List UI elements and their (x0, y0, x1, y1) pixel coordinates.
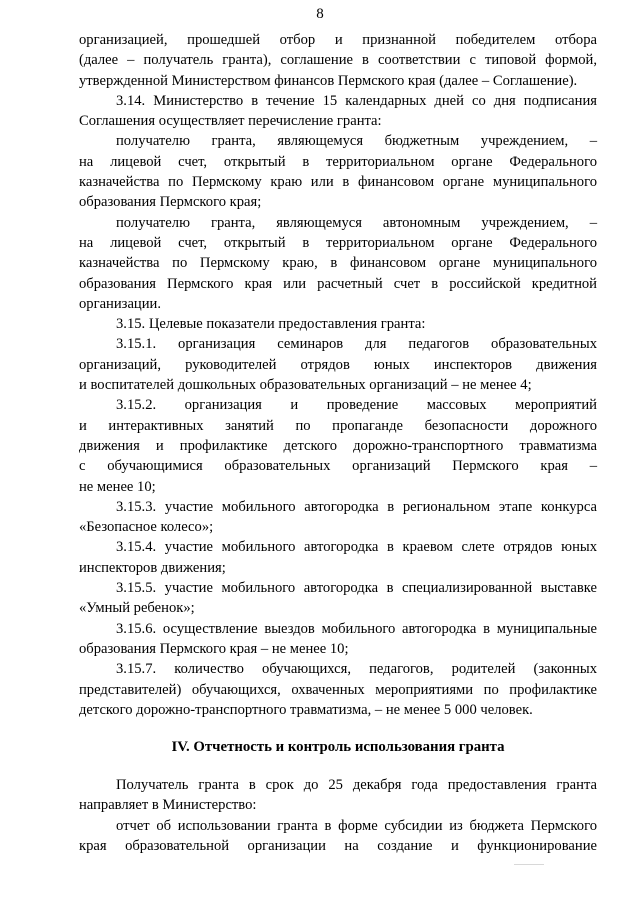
text-line: организаций, руководителей отрядов юных инспекторов движения (79, 356, 597, 373)
text-line: 3.15.6. осуществление выездов мобильного автогородка в муниципальные (116, 620, 597, 637)
text-line: не менее 10; (79, 478, 156, 495)
text-line: 3.15.3. участие мобильного автогородка в региональном этапе конкурса (116, 498, 597, 515)
paragraph-3-15-7 (79, 659, 597, 720)
text-line: получателю гранта, являющемуся бюджетным учреждением, – (116, 133, 597, 150)
text-line: края образовательной организации на создание и функционирование (79, 837, 597, 854)
text-line: утвержденной Министерством финансов Пермского края (далее – Соглашение). (79, 72, 578, 89)
text-line: и интерактивных занятий по пропаганде безопасности дорожного (79, 417, 597, 434)
text-line: образования Пермского края или расчетный счет в российской кредитной (79, 275, 597, 292)
text-line: и воспитателей дошкольных образовательных организаций – не менее 4; (79, 377, 532, 394)
text-line: «Безопасное колесо»; (79, 519, 214, 536)
paragraph-agreement-intro (79, 30, 597, 91)
text-line: 3.15.4. участие мобильного автогородка в краевом слете отрядов юных (116, 539, 597, 556)
paragraph-3-15-4 (79, 537, 597, 578)
paragraph-3-15-3 (79, 497, 597, 538)
text-line: 3.15.7. количество обучающихся, педагогов, родителей (законных (116, 661, 597, 678)
text-line: казначейства по Пермскому краю, в финансовом органе муниципального (79, 255, 597, 272)
paragraph-3-15-5 (79, 578, 597, 619)
text-line: «Умный ребенок»; (79, 600, 195, 617)
text-line: организации. (79, 295, 161, 312)
paragraph-3-15-2 (79, 395, 597, 496)
text-line: представителей) обучающихся, охваченных мероприятиями по профилактике (79, 681, 597, 698)
section-heading: IV. Отчетность и контроль использования гранта (171, 739, 505, 756)
paragraph-autonomous-institution (79, 213, 597, 314)
page-number: 8 (316, 6, 324, 22)
text-line: Получатель гранта в срок до 25 декабря года предоставления гранта (116, 777, 597, 794)
paragraph-3-15-1 (79, 334, 597, 395)
paragraph-budget-institution (79, 131, 597, 212)
text-line: 3.15. Целевые показатели предоставления гранта: (116, 316, 426, 333)
text-line: детского дорожно-транспортного травматизма, – не менее 5 000 человек. (79, 701, 533, 718)
text-line: движения и профилактике детского дорожно-транспортного травматизма (79, 437, 597, 454)
text-line: (далее – получатель гранта), соглашение в соответствии с типовой формой, (79, 52, 597, 69)
text-line: 3.14. Министерство в течение 15 календарных дней со дня подписания (116, 92, 597, 109)
text-line: отчет об использовании гранта в форме субсидии из бюджета Пермского (116, 817, 597, 834)
text-line: на лицевой счет, открытый в территориальном органе Федерального (79, 234, 597, 251)
text-line: образования Пермского края; (79, 194, 262, 211)
text-line: инспекторов движения; (79, 559, 226, 576)
text-line: получателю гранта, являющемуся автономным учреждением, – (116, 214, 597, 231)
text-line: на лицевой счет, открытый в территориальном органе Федерального (79, 153, 597, 170)
paragraph-3-14 (79, 91, 597, 132)
text-line: казначейства по Пермскому краю или в финансовом органе муниципального (79, 174, 597, 191)
paragraph-3-15-6 (79, 619, 597, 660)
scan-mark (514, 864, 544, 865)
paragraph-3-15 (79, 314, 597, 334)
text-line: Соглашения осуществляет перечисление гранта: (79, 113, 382, 130)
text-line: 3.15.5. участие мобильного автогородка в специализированной выставке (116, 580, 597, 597)
text-line: направляет в Министерство: (79, 797, 257, 814)
paragraph-report-deadline (79, 775, 597, 816)
text-line: с обучающимися образовательных организаций Пермского края – (79, 458, 597, 475)
paragraph-report-usage (79, 816, 597, 857)
text-line: 3.15.2. организация и проведение массовых мероприятий (116, 397, 597, 414)
text-line: образования Пермского края – не менее 10; (79, 640, 349, 657)
text-line: 3.15.1. организация семинаров для педагогов образовательных (116, 336, 597, 353)
document-body (79, 30, 597, 856)
text-line: организацией, прошедшей отбор и признанной победителем отбора (79, 32, 597, 48)
